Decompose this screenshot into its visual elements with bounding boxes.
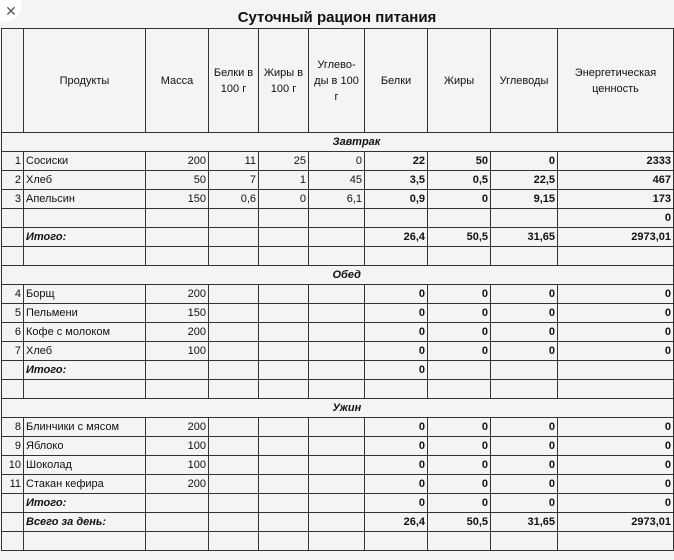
value-cell [491,361,558,380]
table-cell [259,247,309,266]
value-cell: 0,9 [365,190,428,209]
value-cell: 0 [558,342,674,361]
nutrition-table [1,28,674,551]
table-row [2,475,674,494]
close-icon[interactable]: ✕ [0,0,22,22]
row-number: 1 [2,152,24,171]
subtotal-row [2,361,674,380]
row-number: 10 [2,456,24,475]
table-row [2,304,674,323]
total-label: Итого: [24,228,146,247]
value-cell: 25 [259,152,309,171]
value-cell: 0 [428,342,491,361]
table-cell [2,133,365,152]
product-name: Хлеб [24,171,146,190]
header-cell: Жиры [428,29,491,133]
table-cell [309,247,365,266]
value-cell [209,304,259,323]
table-cell [491,380,558,399]
value-cell [259,323,309,342]
value-cell [309,437,365,456]
product-name: Стакан кефира [24,475,146,494]
value-cell [259,342,309,361]
value-cell: 0 [259,190,309,209]
total-label: Итого: [24,361,146,380]
value-cell [146,228,209,247]
section-label: Завтрак [333,133,642,152]
value-cell [146,513,209,532]
table-cell [365,532,428,551]
value-cell [309,304,365,323]
value-cell [309,209,365,228]
value-cell: 0 [491,418,558,437]
value-cell: 0 [491,152,558,171]
table-cell [146,247,209,266]
table-row [2,285,674,304]
value-cell [491,209,558,228]
row-number [2,513,24,532]
value-cell [309,418,365,437]
header-cell: Жиры в 100 г [259,29,309,133]
value-cell [259,304,309,323]
row-number: 2 [2,171,24,190]
table-cell [558,532,674,551]
table-cell [428,532,491,551]
row-number: 5 [2,304,24,323]
product-name: Апельсин [24,190,146,209]
row-number [2,494,24,513]
value-cell: 0 [491,494,558,513]
table-row [2,323,674,342]
table-cell [365,380,428,399]
value-cell: 0 [365,475,428,494]
value-cell [259,456,309,475]
blank-row [2,380,674,399]
value-cell: 0 [365,323,428,342]
row-number: 11 [2,475,24,494]
table-cell [259,532,309,551]
product-name: Кофе с молоком [24,323,146,342]
value-cell: 2973,01 [558,513,674,532]
section-row [2,399,674,418]
value-cell: 0 [365,418,428,437]
value-cell: 200 [146,475,209,494]
value-cell: 50,5 [428,513,491,532]
header-cell: Продукты [24,29,146,133]
table-cell [491,532,558,551]
total-label: Всего за день: [24,513,146,532]
value-cell: 200 [146,323,209,342]
value-cell: 200 [146,418,209,437]
product-name: Сосиски [24,152,146,171]
value-cell: 0 [365,304,428,323]
table-cell [24,532,146,551]
value-cell: 0 [428,304,491,323]
table-cell [259,380,309,399]
value-cell [309,475,365,494]
value-cell: 50,5 [428,228,491,247]
row-number [2,228,24,247]
value-cell [209,494,259,513]
table-cell [24,380,146,399]
header-cell: Углево-ды в 100 г [309,29,365,133]
day-total-row [2,513,674,532]
value-cell: 26,4 [365,228,428,247]
value-cell: 0 [558,418,674,437]
value-cell: 0 [428,437,491,456]
value-cell [259,437,309,456]
value-cell: 1 [259,171,309,190]
header-cell: Белки [365,29,428,133]
value-cell: 0 [428,494,491,513]
value-cell: 0 [558,304,674,323]
value-cell [209,475,259,494]
table-row [2,456,674,475]
product-name: Яблоко [24,437,146,456]
table-row [2,342,674,361]
value-cell: 0 [365,361,428,380]
product-name: Хлеб [24,342,146,361]
table-cell [2,399,365,418]
product-name: Блинчики с мясом [24,418,146,437]
value-cell [209,418,259,437]
value-cell [209,437,259,456]
value-cell: 150 [146,190,209,209]
table-cell [428,380,491,399]
value-cell: 0 [365,494,428,513]
value-cell: 100 [146,456,209,475]
row-number: 3 [2,190,24,209]
table-cell [2,247,24,266]
value-cell: 467 [558,171,674,190]
value-cell: 0 [365,437,428,456]
value-cell [309,228,365,247]
table-cell [365,247,428,266]
value-cell: 22 [365,152,428,171]
value-cell [259,228,309,247]
value-cell: 6,1 [309,190,365,209]
row-number [2,209,24,228]
table-cell [491,247,558,266]
table-row [2,437,674,456]
value-cell [209,285,259,304]
header-cell: Углеводы [491,29,558,133]
table-row [2,418,674,437]
table-cell [2,380,24,399]
value-cell: 0 [428,190,491,209]
value-cell [146,494,209,513]
row-number: 8 [2,418,24,437]
value-cell: 0 [428,456,491,475]
row-number: 7 [2,342,24,361]
value-cell: 0 [558,323,674,342]
table-cell [24,247,146,266]
value-cell [209,361,259,380]
table-cell [2,266,365,285]
section-label: Обед [333,266,642,285]
value-cell: 50 [428,152,491,171]
value-cell: 0 [491,437,558,456]
value-cell [558,361,674,380]
blank-row [2,532,674,551]
value-cell: 11 [209,152,259,171]
value-cell [259,418,309,437]
value-cell: 0 [491,304,558,323]
header-cell: Белки в 100 г [209,29,259,133]
value-cell [259,285,309,304]
value-cell: 31,65 [491,513,558,532]
value-cell: 0 [491,323,558,342]
value-cell: 0 [558,437,674,456]
value-cell [209,209,259,228]
value-cell: 0,5 [428,171,491,190]
value-cell [428,209,491,228]
value-cell [209,342,259,361]
product-name: Шоколад [24,456,146,475]
value-cell: 0 [491,285,558,304]
value-cell: 150 [146,304,209,323]
page-title: Суточный рацион питания [237,9,437,26]
value-cell: 0 [428,323,491,342]
table-row [2,152,674,171]
value-cell [146,361,209,380]
table-cell [558,380,674,399]
header-cell [2,29,24,133]
value-cell: 2973,01 [558,228,674,247]
table-cell [209,247,259,266]
section-row [2,133,674,152]
value-cell: 0,6 [209,190,259,209]
value-cell: 100 [146,437,209,456]
table-header-row [2,29,674,133]
value-cell: 50 [146,171,209,190]
value-cell [365,209,428,228]
table-row [2,209,674,228]
table-cell [309,532,365,551]
row-number: 9 [2,437,24,456]
value-cell: 0 [491,475,558,494]
header-cell: Масса [146,29,209,133]
table-cell [558,247,674,266]
row-number [2,361,24,380]
row-number: 4 [2,285,24,304]
section-row [2,266,674,285]
value-cell: 7 [209,171,259,190]
table-cell [428,247,491,266]
table-cell [146,532,209,551]
value-cell [209,456,259,475]
value-cell: 0 [558,456,674,475]
value-cell: 0 [558,494,674,513]
value-cell: 0 [558,285,674,304]
value-cell [146,209,209,228]
value-cell: 0 [365,285,428,304]
blank-row [2,247,674,266]
value-cell [309,513,365,532]
value-cell [309,456,365,475]
value-cell [259,361,309,380]
value-cell [309,342,365,361]
value-cell: 0 [428,418,491,437]
table-cell [309,380,365,399]
value-cell: 45 [309,171,365,190]
row-number: 6 [2,323,24,342]
value-cell [309,361,365,380]
value-cell: 0 [428,475,491,494]
product-name: Борщ [24,285,146,304]
value-cell [259,475,309,494]
value-cell: 0 [558,209,674,228]
header-cell: Энергетическая ценность [558,29,674,133]
value-cell [309,494,365,513]
value-cell [259,513,309,532]
value-cell [209,323,259,342]
value-cell [428,361,491,380]
value-cell [309,323,365,342]
table-cell [209,380,259,399]
value-cell: 100 [146,342,209,361]
table-row [2,171,674,190]
subtotal-row [2,494,674,513]
value-cell: 200 [146,285,209,304]
value-cell: 0 [491,456,558,475]
value-cell: 22,5 [491,171,558,190]
value-cell: 2333 [558,152,674,171]
table-cell [2,532,24,551]
value-cell: 0 [309,152,365,171]
value-cell [259,209,309,228]
value-cell: 0 [365,342,428,361]
product-name [24,209,146,228]
subtotal-row [2,228,674,247]
table-row [2,190,674,209]
value-cell [259,494,309,513]
value-cell: 0 [491,342,558,361]
value-cell [209,228,259,247]
table-cell [209,532,259,551]
product-name: Пельмени [24,304,146,323]
value-cell: 31,65 [491,228,558,247]
value-cell: 3,5 [365,171,428,190]
total-label: Итого: [24,494,146,513]
value-cell: 0 [428,285,491,304]
value-cell: 9,15 [491,190,558,209]
value-cell: 0 [558,475,674,494]
section-label: Ужин [333,399,642,418]
value-cell: 173 [558,190,674,209]
value-cell [209,513,259,532]
value-cell: 26,4 [365,513,428,532]
value-cell [309,285,365,304]
table-cell [146,380,209,399]
value-cell: 0 [365,456,428,475]
value-cell: 200 [146,152,209,171]
